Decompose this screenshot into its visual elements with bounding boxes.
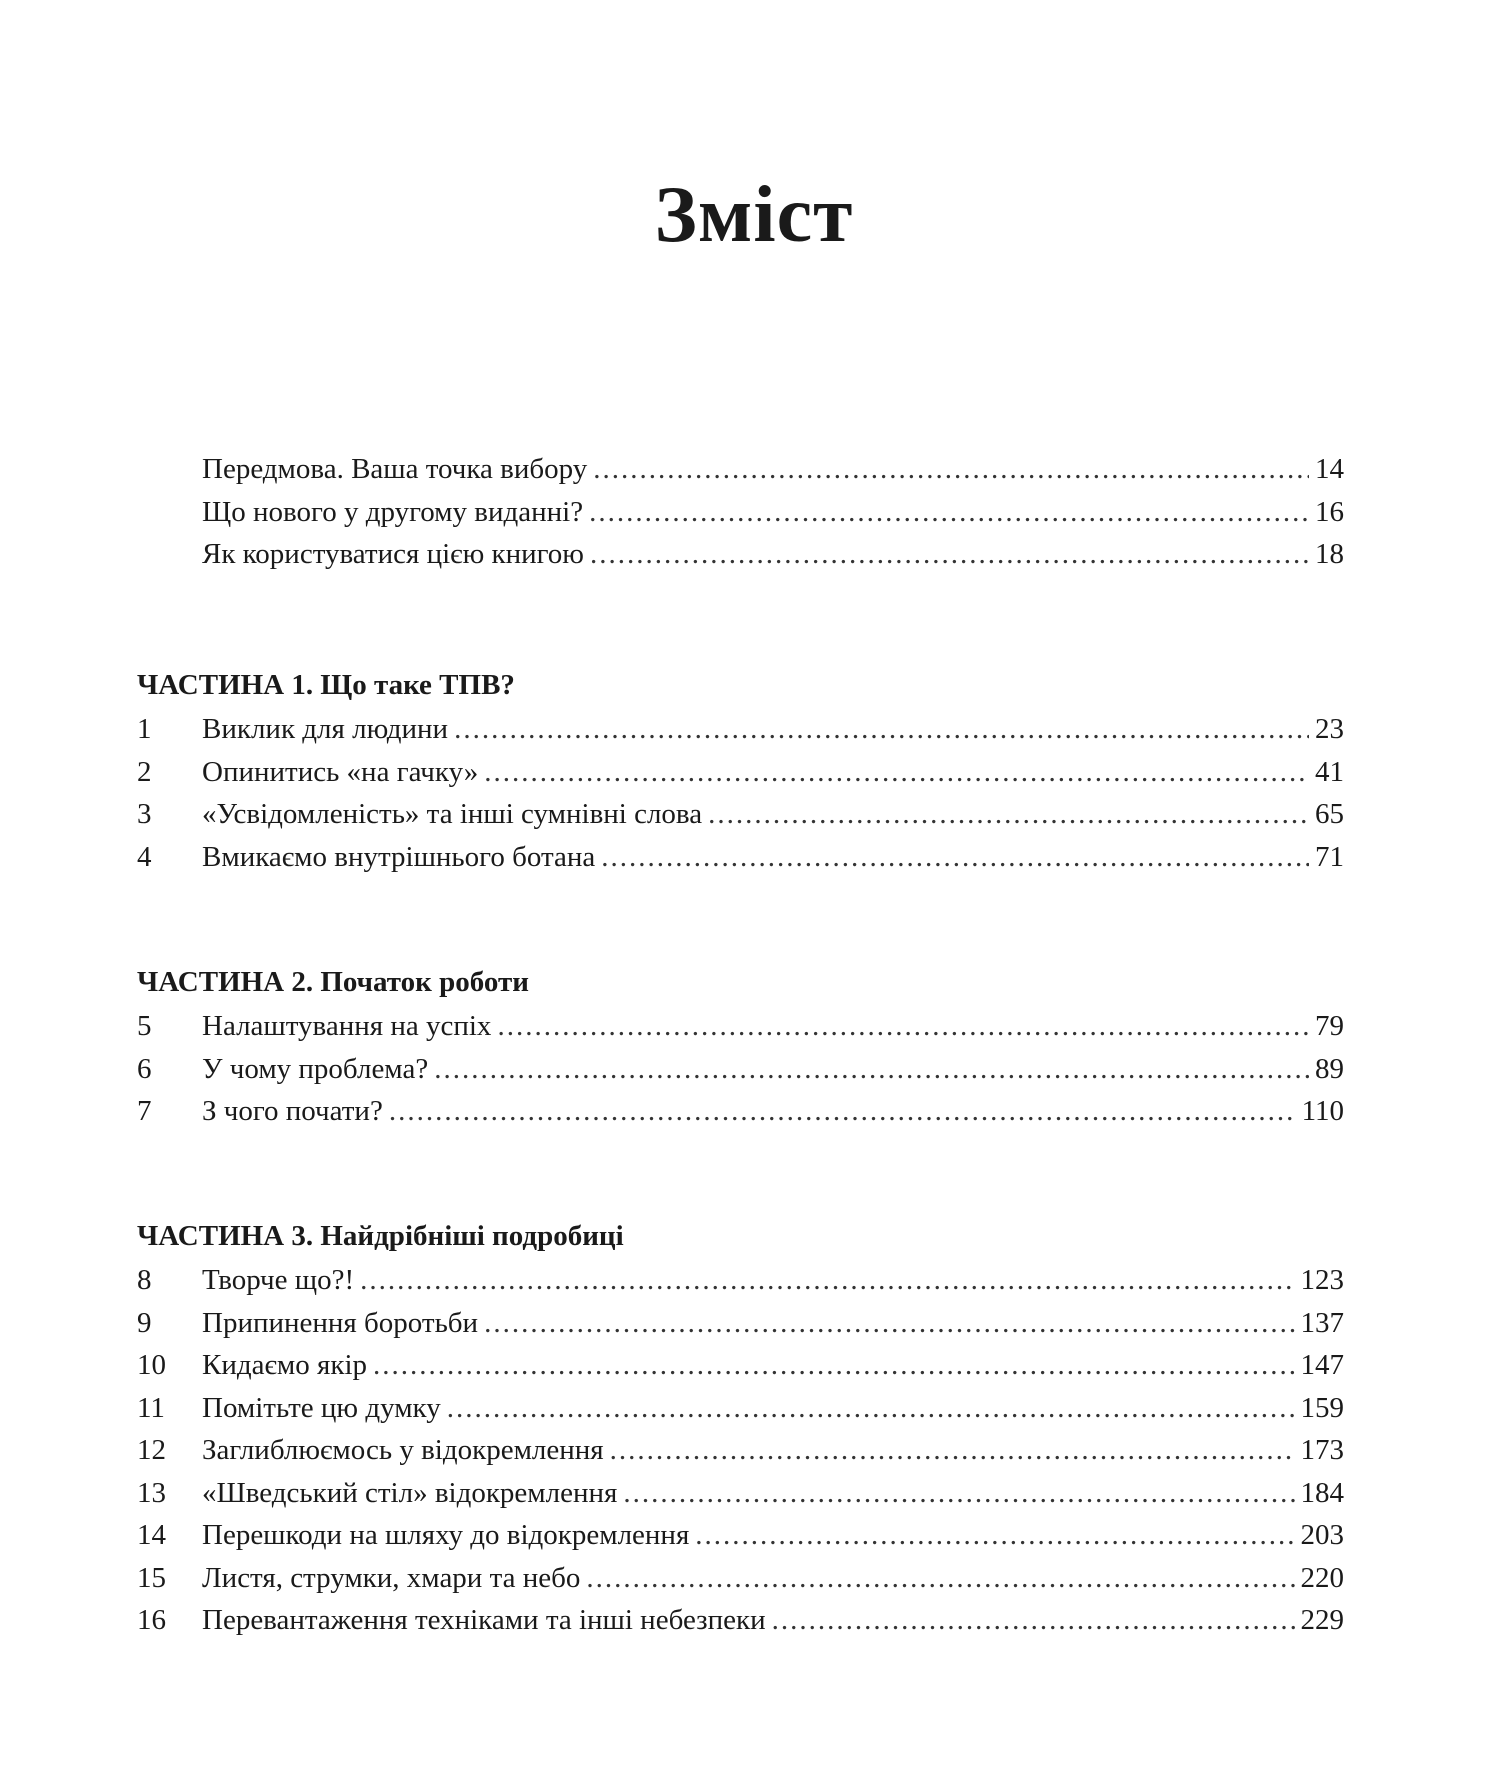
part-heading[interactable]: ЧАСТИНА 2. Початок роботи [137, 966, 529, 998]
toc-entry-number: 5 [137, 1010, 152, 1042]
toc-entry[interactable] [137, 1005, 1344, 1048]
toc-entry[interactable] [137, 1557, 1344, 1600]
toc-entry-title: Що нового у другому виданні? [202, 495, 584, 528]
toc-entry-title: Творче що?! [202, 1264, 355, 1296]
toc-leader-dots [447, 1387, 1295, 1430]
toc-entry-number: 10 [137, 1349, 166, 1381]
toc-entry-title: Опинитись «на гачку» [202, 755, 479, 788]
toc-entry[interactable] [137, 751, 1344, 794]
toc-entry-title: Вмикаємо внутрішнього ботана [202, 840, 596, 873]
toc-leader-dots [484, 751, 1309, 794]
toc-entry-number: 11 [137, 1391, 165, 1424]
toc-leader-dots [434, 1048, 1309, 1091]
toc-leader-dots [772, 1599, 1295, 1642]
toc-entry-number: 7 [137, 1095, 152, 1127]
toc-entry[interactable] [137, 1514, 1344, 1557]
part-heading[interactable]: ЧАСТИНА 1. Що таке ТПВ? [137, 669, 515, 701]
toc-entry-page: 23 [1315, 713, 1344, 745]
toc-entry-page: 89 [1315, 1052, 1344, 1085]
toc-entry-title: Як користуватися цією книгою [202, 538, 584, 570]
toc-entry-number: 13 [137, 1476, 166, 1509]
toc-entry-number: 8 [137, 1264, 152, 1296]
toc-entry-title: «Шведський стіл» відокремлення [202, 1476, 618, 1509]
toc-entry-title: Припинення боротьби [202, 1306, 479, 1339]
toc-entry-page: 220 [1300, 1561, 1344, 1594]
toc-entry-title: Перевантаження техніками та інші небезпеки [202, 1604, 766, 1636]
toc-entry-number: 15 [137, 1561, 166, 1594]
toc-entry-title: Заглиблюємось у відокремлення [202, 1434, 604, 1466]
toc-leader-dots [593, 448, 1309, 491]
toc-entry[interactable] [137, 1344, 1344, 1387]
toc-entry-number: 1 [137, 713, 152, 745]
toc-entry-title: З чого почати? [202, 1095, 383, 1127]
toc-leader-dots [589, 491, 1309, 534]
page-title: Зміст [654, 171, 854, 259]
toc-part-3 [137, 1215, 1344, 1642]
toc-entry[interactable] [137, 836, 1344, 879]
toc-entry-page: 65 [1315, 798, 1344, 830]
toc-leader-dots [708, 793, 1309, 836]
toc-entry-number: 16 [137, 1604, 166, 1636]
toc-entry-page: 147 [1300, 1349, 1344, 1381]
toc-part-1 [137, 664, 1344, 878]
toc-entry-title: Перешкоди на шляху до відокремлення [202, 1519, 690, 1551]
toc-leader-dots [360, 1259, 1294, 1302]
toc-entry[interactable] [137, 491, 1344, 534]
toc-entry-title: Помітьте цю думку [202, 1391, 441, 1424]
toc-entry[interactable] [137, 1599, 1344, 1642]
toc-leader-dots [484, 1302, 1294, 1345]
toc-leader-dots [454, 708, 1309, 751]
toc-entry-page: 16 [1315, 495, 1344, 528]
toc-entry-page: 41 [1315, 755, 1344, 788]
toc-intro [137, 448, 1344, 576]
toc-entry[interactable] [137, 1259, 1344, 1302]
toc-entry[interactable] [137, 1048, 1344, 1091]
toc-entry[interactable] [137, 1429, 1344, 1472]
toc-entry-page: 110 [1301, 1095, 1344, 1127]
toc-entry-page: 229 [1300, 1604, 1344, 1636]
toc-entry-title: «Усвідомленість» та інші сумнівні слова [202, 798, 703, 830]
toc-entry-title: Листя, струмки, хмари та небо [202, 1561, 581, 1594]
toc-entry-page: 173 [1300, 1434, 1344, 1466]
toc-entry-page: 18 [1315, 538, 1344, 570]
toc-entry-title: Виклик для людини [202, 713, 449, 745]
toc-leader-dots [586, 1557, 1294, 1600]
toc-entry[interactable] [137, 1472, 1344, 1515]
toc-leader-dots [590, 533, 1309, 576]
toc-leader-dots [610, 1429, 1295, 1472]
toc-entry[interactable] [137, 1302, 1344, 1345]
toc-part-2 [137, 961, 1344, 1133]
toc-entry-page: 71 [1315, 840, 1344, 873]
toc-entry-number: 9 [137, 1306, 152, 1339]
toc-entry-number: 2 [137, 755, 152, 788]
toc-entry-number: 14 [137, 1519, 166, 1551]
toc-entry-page: 123 [1300, 1264, 1344, 1296]
toc-entry-title: У чому проблема? [202, 1052, 429, 1085]
toc-entry-title: Кидаємо якір [202, 1349, 368, 1381]
toc-entry-page: 14 [1315, 453, 1344, 485]
toc-entry-page: 159 [1300, 1391, 1344, 1424]
toc-leader-dots [497, 1005, 1309, 1048]
toc-entry-number: 12 [137, 1434, 166, 1466]
toc-entry-number: 4 [137, 840, 152, 873]
toc-entry[interactable] [137, 1090, 1344, 1133]
toc-entry-title: Налаштування на успіх [202, 1010, 492, 1042]
toc-entry-page: 137 [1300, 1306, 1344, 1339]
toc-entry[interactable] [137, 533, 1344, 576]
toc-entry[interactable] [137, 1387, 1344, 1430]
toc-entry-page: 203 [1300, 1519, 1344, 1551]
toc-entry-page: 184 [1300, 1476, 1344, 1509]
toc-leader-dots [389, 1090, 1296, 1133]
toc-entry[interactable] [137, 793, 1344, 836]
toc-leader-dots [373, 1344, 1294, 1387]
toc-entry-number: 6 [137, 1052, 152, 1085]
toc-entry-number: 3 [137, 798, 152, 830]
part-heading[interactable]: ЧАСТИНА 3. Найдрібніші подробиці [137, 1220, 624, 1252]
toc-entry-page: 79 [1315, 1010, 1344, 1042]
toc-entry[interactable] [137, 448, 1344, 491]
toc-leader-dots [623, 1472, 1294, 1515]
toc-entry[interactable] [137, 708, 1344, 751]
toc-entry-title: Передмова. Ваша точка вибору [202, 453, 588, 485]
toc-leader-dots [601, 836, 1309, 879]
toc-leader-dots [695, 1514, 1294, 1557]
